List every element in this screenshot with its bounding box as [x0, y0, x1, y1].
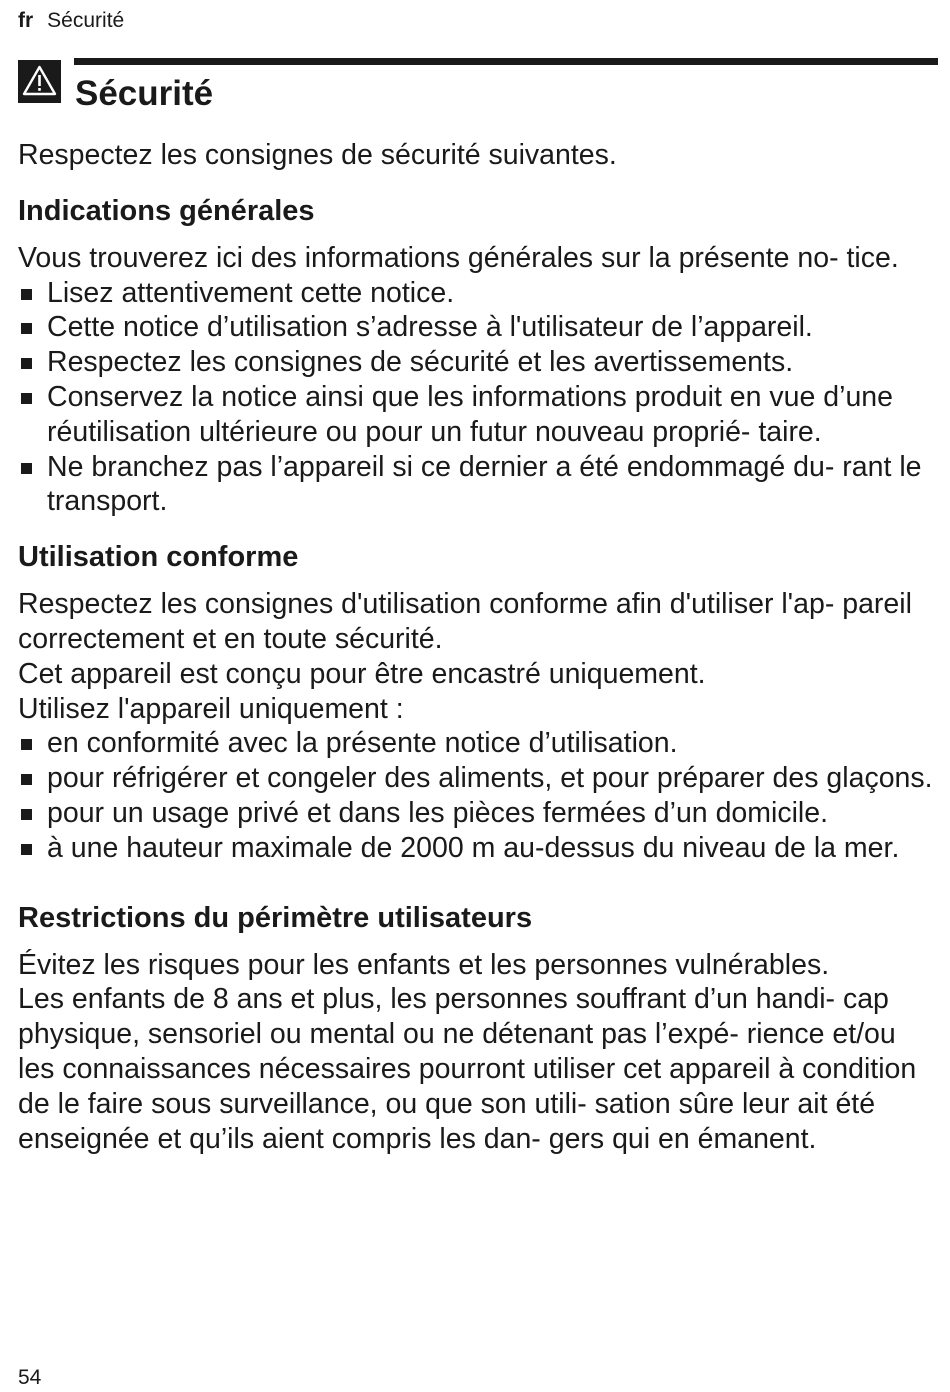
- bullet-icon: [21, 844, 32, 855]
- intro-text: Respectez les consignes de sécurité suivantes.: [18, 139, 617, 171]
- heading-restrictions: Restrictions du périmètre utilisateurs: [18, 901, 533, 934]
- bullet-icon: [21, 739, 32, 750]
- restrictions-text-1: Évitez les risques pour les enfants et les personnes vulnérables.: [18, 948, 830, 981]
- list-item: pour un usage privé et dans les pièces fermées d’un domicile.: [18, 796, 933, 831]
- document-body: [18, 138, 933, 1156]
- list-item: pour réfrigérer et congeler des aliments, et pour préparer des glaçons.: [18, 761, 933, 796]
- heading-general: Indications générales: [18, 194, 315, 227]
- usage-text-3: Utilisez l'appareil uniquement :: [18, 692, 404, 725]
- bullet-icon: [21, 393, 32, 404]
- bullet-icon: [21, 289, 32, 300]
- usage-text-2: Cet appareil est conçu pour être encastré uniquement.: [18, 657, 706, 690]
- running-header: [18, 9, 124, 33]
- bullet-icon: [21, 323, 32, 334]
- bullet-icon: [21, 463, 32, 474]
- usage-bullet-list: [18, 726, 933, 865]
- running-header-section: Sécurité: [47, 9, 125, 32]
- list-item: Ne branchez pas l’appareil si ce dernier a été endommagé du‑ rant le transport.: [18, 450, 933, 520]
- heading-usage: Utilisation conforme: [18, 541, 299, 574]
- language-code: fr: [18, 9, 34, 32]
- list-item: à une hauteur maximale de 2000 m au-dessus du niveau de la mer.: [18, 831, 933, 866]
- bullet-icon: [21, 774, 32, 785]
- list-item: Respectez les consignes de sécurité et les avertissements.: [18, 345, 933, 380]
- list-item: Lisez attentivement cette notice.: [18, 276, 933, 311]
- list-item: Conservez la notice ainsi que les informations produit en vue d’une réutilisation ultérieure ou pour un futur nouveau proprié‑ taire.: [18, 380, 933, 450]
- usage-text-1: Respectez les consignes d'utilisation conforme afin d'utiliser l'ap‑ pareil correctement et en toute sécurité.: [18, 588, 912, 655]
- page-title: Sécurité: [75, 74, 214, 113]
- restrictions-text-2: Les enfants de 8 ans et plus, les personnes souffrant d’un handi‑ cap physique, sensoriel ou mental ou ne détenant pas l’expé‑ rience et/ou les connaissances nécessaires pourront utiliser cet appareil à condition de le faire sous surveillance, ou que son utili‑ sation sûre leur ait été enseignée et qu’ils aient compris les dan‑ gers qui en émanent.: [18, 983, 917, 1155]
- title-rule: [74, 58, 938, 65]
- bullet-icon: [21, 358, 32, 369]
- page-number: 54: [18, 1366, 42, 1389]
- general-bullet-list: [18, 276, 933, 520]
- list-item: en conformité avec la présente notice d’utilisation.: [18, 726, 933, 761]
- bullet-icon: [21, 809, 32, 820]
- general-text: Vous trouverez ici des informations générales sur la présente no‑ tice.: [18, 241, 899, 274]
- warning-triangle-icon: [18, 60, 61, 103]
- list-item: Cette notice d’utilisation s’adresse à l'utilisateur de l’appareil.: [18, 310, 933, 345]
